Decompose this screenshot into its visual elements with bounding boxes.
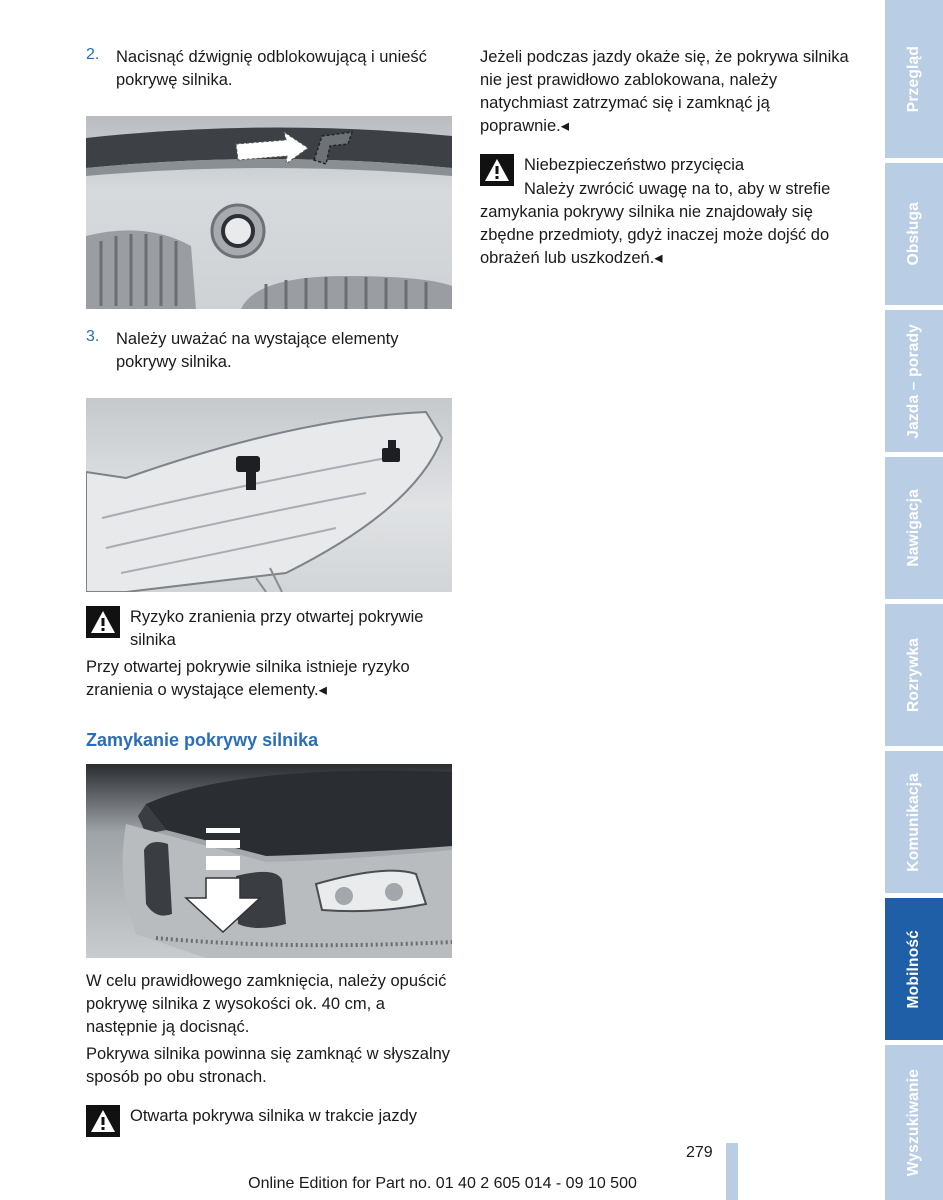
warning-title: Otwarta pokrywa silnika w trakcie jazdy [130,1107,418,1125]
step-2 [86,46,452,92]
page-number: 279 [686,1144,713,1161]
section-heading: Zamykanie pokrywy silnika [86,730,319,750]
tab-wyszukiwanie[interactable]: Wyszukiwanie [885,1045,943,1200]
step-text: Należy uważać na wystające elementy pokrywy silnika. [116,330,399,371]
paragraph-stop-driving: Jeżeli podczas jazdy okaże się, że pokrywa silnika nie jest prawidłowo zablokowana, należy natychmiast zatrzymać się i zamknąć ją poprawnie.◂ [480,48,849,135]
warning-body: Przy otwartej pokrywie silnika istnieje ryzyko zranienia o wystające elementy.◂ [86,658,410,699]
tab-komunikacja[interactable]: Komunikacja [885,751,943,893]
step-number: 3. [86,328,100,345]
tab-mobilnosc[interactable]: Mobilność [885,898,943,1040]
warning-triangle-icon [86,1105,120,1137]
warning-triangle-icon [480,154,514,186]
tab-przeglad[interactable]: Przegląd [885,0,943,158]
tab-rozrywka[interactable]: Rozrywka [885,604,943,746]
tab-obsluga[interactable]: Obsługa [885,163,943,305]
warning-body: Należy zwrócić uwagę na to, aby w strefie zamykania pokrywy silnika nie znajdowały się zbędne przedmioty, gdyż inaczej może dojść do obrażeń lub uszkodzeń.◂ [480,180,831,267]
warning-injury [86,606,452,702]
paragraph-close-sound: Pokrywa silnika powinna się zamknąć w słyszalny sposób po obu stronach. [86,1045,451,1086]
paragraph-close-height: W celu prawidłowego zamknięcia, należy opuścić pokrywę silnika z wysokości ok. 40 cm, a następnie ją docisnąć. [86,972,447,1036]
figure-hood-release-lever [86,116,452,309]
warning-header [86,606,452,652]
right-column [480,46,850,270]
tab-nawigacja[interactable]: Nawigacja [885,457,943,599]
step-number: 2. [86,46,100,63]
warning-title: Niebezpieczeństwo przycięcia [524,156,745,174]
footer-edition: Online Edition for Part no. 01 40 2 605 014 - 09 10 500 [248,1175,637,1192]
figure-hood-underside [86,398,452,592]
warning-pinching [480,154,850,270]
step-3 [86,328,452,374]
left-column [86,46,452,1137]
tab-jazda-porady[interactable]: Jazda – porady [885,310,943,452]
warning-triangle-icon [86,606,120,638]
figure-hood-closing [86,764,452,958]
warning-title: Ryzyko zranienia przy otwartej pokrywie silnika [130,608,424,649]
step-text: Nacisnąć dźwignię odblokowującą i unieść pokrywę silnika. [116,48,427,89]
chapter-tabs [885,0,943,1200]
warning-open-hood-driving [86,1105,452,1137]
